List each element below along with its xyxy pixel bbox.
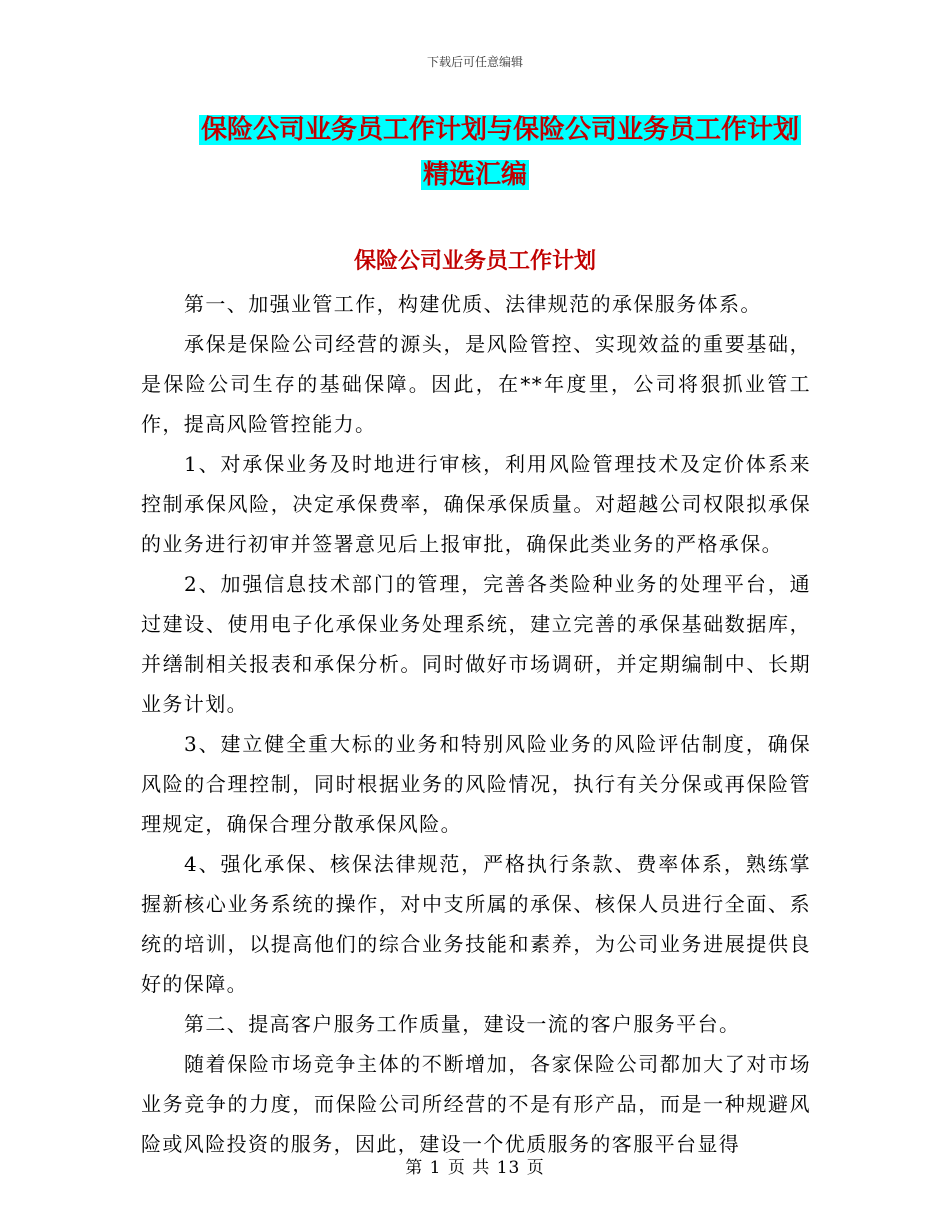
paragraph: 1、对承保业务及时地进行审核，利用风险管理技术及定价体系来控制承保风险，决定承保费率，确保承保质量。对超越公司权限拟承保的业务进行初审并签署意见后上报审批，确保此类业务的严格承保。 (141, 452, 811, 556)
paragraph: 承保是保险公司经营的源头，是风险管控、实现效益的重要基础，是保险公司生存的基础保障。因此，在**年度里，公司将狠抓业管工作，提高风险管控能力。 (141, 332, 811, 436)
document-title-line-2-text: 精选汇编 (422, 160, 527, 190)
document-title-line-1-text: 保险公司业务员工作计划与保险公司业务员工作计划 (200, 115, 799, 145)
paragraph: 2、加强信息技术部门的管理，完善各类险种业务的处理平台，通过建设、使用电子化承保业务处理系统，建立完善的承保基础数据库，并缮制相关报表和承保分析。同时做好市场调研，并定期编制中、长期业务计划。 (141, 572, 811, 716)
paragraph: 3、建立健全重大标的业务和特别风险业务的风险评估制度，确保风险的合理控制，同时根据业务的风险情况，执行有关分保或再保险管理规定，确保合理分散承保风险。 (141, 732, 811, 836)
document-title-line-1 (25, 110, 950, 150)
page-footer-page-number: 第 1 页 共 13 页 (405, 1158, 545, 1178)
page-header-note: 下载后可任意编辑 (426, 55, 523, 69)
paragraph: 第一、加强业管工作，构建优质、法律规范的承保服务体系。 (184, 292, 762, 316)
paragraph: 随着保险市场竞争主体的不断增加，各家保险公司都加大了对市场业务竞争的力度，而保险公司所经营的不是有形产品，而是一种规避风险或风险投资的服务，因此，建设一个优质服务的客服平台显得 (141, 1052, 811, 1156)
document-body (141, 284, 811, 1164)
document-title-line-2 (0, 155, 950, 195)
paragraph: 第二、提高客户服务工作质量，建设一流的客户服务平台。 (184, 1012, 741, 1036)
paragraph: 4、强化承保、核保法律规范，严格执行条款、费率体系，熟练掌握新核心业务系统的操作，对中支所属的承保、核保人员进行全面、系统的培训，以提高他们的综合业务技能和素养，为公司业务进展提供良好的保障。 (141, 852, 811, 996)
section-heading: 保险公司业务员工作计划 (353, 249, 596, 274)
